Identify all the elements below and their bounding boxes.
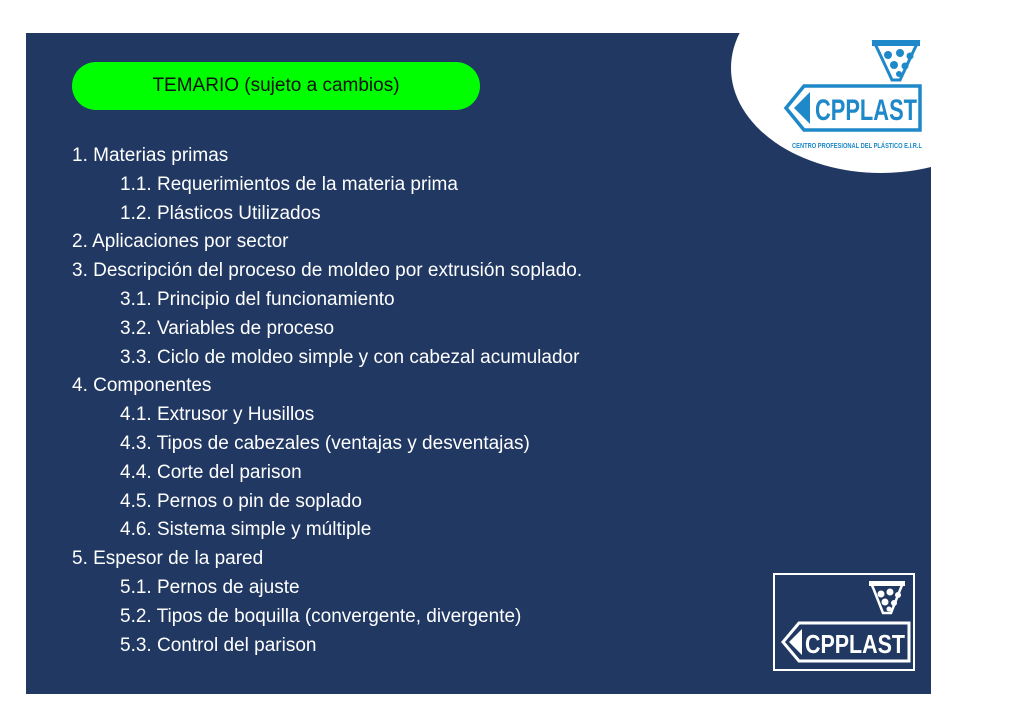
toc-subitem: 5.2. Tipos de boquilla (convergente, divergente) [120, 605, 522, 627]
toc-subitem: 4.4. Corte del parison [120, 461, 302, 483]
toc-item: 4. Componentes [72, 375, 212, 397]
logo-brand-text: CPPLAST [805, 629, 906, 659]
toc-subitem: 5.3. Control del parison [120, 634, 317, 656]
toc-subitem: 3.3. Ciclo de moldeo simple y con cabezal acumulador [120, 346, 580, 368]
toc-subitem: 3.2. Variables de proceso [120, 317, 335, 339]
toc-item: 5. Espesor de la pared [72, 548, 264, 570]
slide [26, 33, 931, 694]
cpplast-logo-top [764, 38, 924, 156]
toc-subitem: 3.1. Principio del funcionamiento [120, 288, 395, 310]
toc-subitem: 4.3. Tipos de cabezales (ventajas y desventajas) [120, 432, 530, 454]
toc-subitem: 4.5. Pernos o pin de soplado [120, 490, 362, 512]
cup-with-dots-icon [764, 38, 924, 156]
toc-subitem: 1.2. Plásticos Utilizados [120, 202, 321, 224]
toc-item: 2. Aplicaciones por sector [72, 231, 289, 253]
logo-brand-text: CPPLAST [815, 94, 917, 127]
toc-subitem: 4.6. Sistema simple y múltiple [120, 519, 372, 541]
toc-item: 3. Descripción del proceso de moldeo por extrusión soplado. [72, 260, 583, 282]
table-of-contents [72, 142, 582, 660]
logo-tagline: CENTRO PROFESIONAL DEL PLÁSTICO E.I.R.L [792, 141, 923, 150]
toc-subitem: 4.1. Extrusor y Husillos [120, 404, 315, 426]
title-pill [72, 62, 480, 110]
cpplast-logo-bottom [773, 573, 915, 671]
toc-subitem: 5.1. Pernos de ajuste [120, 576, 300, 598]
page-title: TEMARIO (sujeto a cambios) [152, 75, 400, 96]
toc-item: 1. Materias primas [72, 145, 229, 166]
toc-subitem: 1.1. Requerimientos de la materia prima [120, 173, 458, 195]
